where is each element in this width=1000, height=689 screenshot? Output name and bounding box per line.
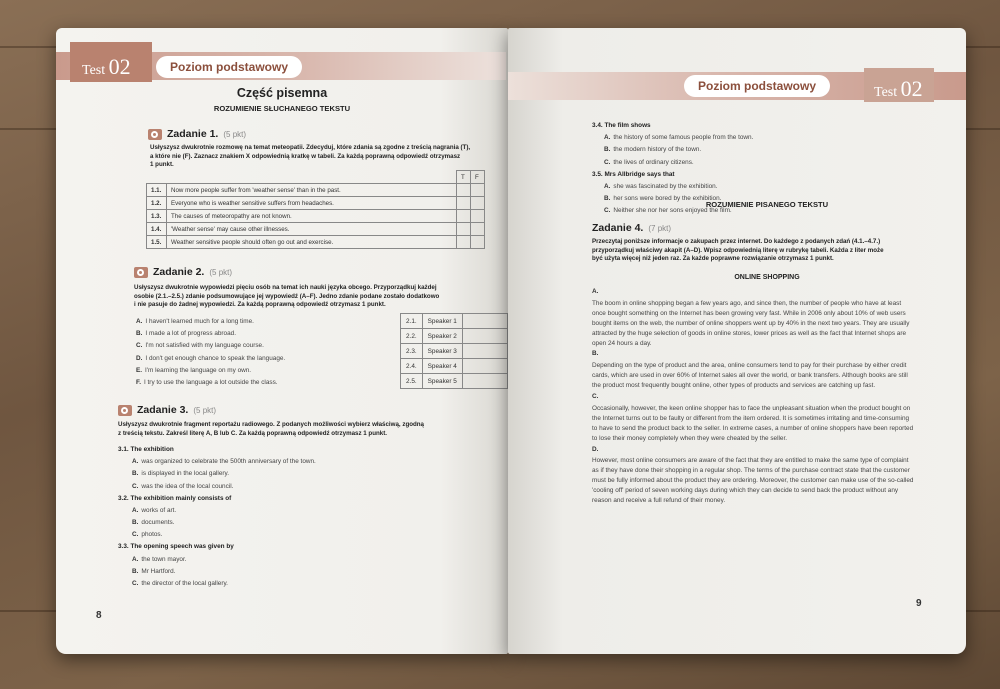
row-number: 2.4. xyxy=(401,359,423,374)
option-letter: C. xyxy=(132,579,139,587)
statement-text: The causes of meteoropathy are not known. xyxy=(167,210,457,223)
text-line: to lose their money completely when they were cheated by the seller. xyxy=(592,434,788,442)
option-text: I'm learning the language on my own. xyxy=(145,366,252,374)
speaker-label: Speaker 5 xyxy=(422,374,462,389)
option-text: photos. xyxy=(141,531,163,539)
task-1-instructions xyxy=(150,144,470,170)
table-row xyxy=(401,359,508,374)
speaker-label: Speaker 3 xyxy=(422,344,462,359)
option-letter: B. xyxy=(132,470,139,478)
text-line: as if they have done their shopping in a regular shop. The terms of the purchase contract state that the customer xyxy=(592,467,910,475)
list-item xyxy=(136,328,285,340)
option-letter: A. xyxy=(132,555,139,563)
instruction-line: przyporządkuj właściwy akapit (A–D). Wpisz odpowiednią literę w rubrykę tabeli. Każda z liter może xyxy=(592,246,884,254)
task-1-points: (5 pkt) xyxy=(223,129,247,139)
instruction-line: z treścią tekstu. Zakreśl literę A, B lub C. Za każdą poprawną odpowiedź otrzymasz 1 punkt. xyxy=(118,429,387,437)
page-number: 8 xyxy=(96,610,102,621)
answer-option[interactable] xyxy=(132,481,316,493)
text-line: the product most frequently bought online, other types of products and services are catching up fast. xyxy=(592,382,876,390)
option-text: I don't get enough chance to speak the language. xyxy=(145,354,286,362)
option-text: I'm not satisfied with my language course. xyxy=(145,342,264,350)
option-text: the history of some famous people from the town. xyxy=(613,134,754,142)
instruction-line: Usłyszysz dwukrotnie wypowiedzi pięciu osób na temat ich nauki języka obcego. Przyporządkuj każdej xyxy=(134,284,437,291)
table-corner xyxy=(167,171,457,184)
option-letter: A. xyxy=(604,134,611,142)
task-4-instructions xyxy=(592,238,884,264)
text-line: 'cooling off' period of seven working days during which they can decide to send back the product without any xyxy=(592,487,899,495)
answer-option[interactable] xyxy=(132,517,316,529)
row-number: 1.3. xyxy=(147,210,167,223)
statement-text: Everyone who is weather sensitive suffers from headaches. xyxy=(167,197,457,210)
option-text: is displayed in the local gallery. xyxy=(141,470,230,478)
table-row xyxy=(401,314,508,329)
statement-text: 'Weather sense' may cause other illnesses. xyxy=(167,223,457,236)
answer-option[interactable] xyxy=(604,157,753,169)
option-letter: D. xyxy=(136,354,143,362)
question-number: 3.4. xyxy=(592,122,603,129)
page-number: 9 xyxy=(916,598,922,609)
paragraph-letter: A. xyxy=(592,288,599,295)
section-title: Część pisemna xyxy=(236,86,328,100)
task-2-points: (5 pkt) xyxy=(209,267,233,277)
true-checkbox[interactable] xyxy=(457,184,471,197)
column-true: T xyxy=(457,171,471,184)
table-row xyxy=(147,210,485,223)
task-icon xyxy=(148,129,162,140)
text-line: once bought something on the Internet has been growing very fast. While in 2006 only about 10% of web users xyxy=(592,309,906,317)
paragraph-letter: B. xyxy=(592,350,599,358)
list-item xyxy=(136,365,285,377)
text-line: must be fully informed about the product they are ordering. Moreover, the customer can make use of the so-called xyxy=(592,477,914,485)
answer-option[interactable] xyxy=(604,144,753,156)
option-letter: C. xyxy=(604,158,611,166)
task-1-heading xyxy=(148,128,246,140)
option-text: I made a lot of progress abroad. xyxy=(145,330,236,338)
test-tab xyxy=(70,42,152,82)
row-number: 1.4. xyxy=(147,223,167,236)
text-line: to have to send the product back to the seller. In extreme cases, a number of online shoppers have been reported xyxy=(592,424,914,432)
false-checkbox[interactable] xyxy=(471,197,485,210)
text-line: reason and receive a full refund of their money. xyxy=(592,497,726,504)
option-text: Mr Hartford. xyxy=(141,567,176,575)
question xyxy=(118,541,316,553)
option-text: she was fascinated by the exhibition. xyxy=(613,182,718,190)
option-letter: B. xyxy=(604,146,611,154)
option-text: Neither she nor her sons enjoyed the film. xyxy=(613,207,732,215)
task-icon xyxy=(118,405,132,416)
statement-text: Now more people suffer from 'weather sense' than in the past. xyxy=(167,184,457,197)
option-letter: A. xyxy=(132,458,139,466)
answer-option[interactable] xyxy=(604,132,753,144)
task-2-heading xyxy=(134,266,232,278)
section-subtitle: ROZUMIENIE SŁUCHANEGO TEKSTU xyxy=(213,104,351,113)
speaker-label: Speaker 4 xyxy=(422,359,462,374)
option-letter: A. xyxy=(136,318,143,325)
true-false-table xyxy=(146,170,485,249)
instruction-line: być użyta więcej niż jeden raz. Za każde poprawne rozwiązanie otrzymasz 1 punkt. xyxy=(592,255,834,263)
row-number: 2.1. xyxy=(401,314,423,329)
option-letter: B. xyxy=(604,195,611,203)
question-text: Mrs Allbridge says that xyxy=(604,170,675,178)
answer-option[interactable] xyxy=(132,554,316,566)
table-corner xyxy=(147,171,167,184)
task-3-points: (5 pkt) xyxy=(193,405,217,415)
task-icon xyxy=(134,267,148,278)
right-page xyxy=(508,28,966,654)
true-checkbox[interactable] xyxy=(457,197,471,210)
question xyxy=(118,493,316,505)
option-letter: C. xyxy=(604,207,611,215)
true-checkbox[interactable] xyxy=(457,210,471,223)
question-text: The opening speech was given by xyxy=(130,543,234,551)
list-item xyxy=(136,377,285,389)
option-text: the lives of ordinary citizens. xyxy=(613,158,694,166)
list-item xyxy=(136,316,285,328)
answer-cell[interactable] xyxy=(462,374,507,389)
option-text: I haven't learned much for a long time. xyxy=(145,318,254,325)
question-text: The exhibition xyxy=(130,446,174,453)
paragraph-letter: D. xyxy=(592,445,599,453)
task-4-title: Zadanie 4. xyxy=(592,222,644,234)
option-letter: F. xyxy=(136,378,141,386)
question-text: The film shows xyxy=(604,122,651,129)
option-text: works of art. xyxy=(141,506,177,514)
task-1-title: Zadanie 1. xyxy=(167,128,219,140)
answer-option[interactable] xyxy=(132,505,316,517)
test-tab xyxy=(864,68,934,102)
text-line: attracted by the huge selection of goods in online stores, lower prices as well as the fact that Internet shops are xyxy=(592,329,907,337)
text-line: cards, which are used in over 60% of Internet sales all over the world, or bank transfers. Although books are still xyxy=(592,372,908,380)
speaker-answer-table xyxy=(400,313,508,389)
row-number: 1.1. xyxy=(147,184,167,197)
column-false: F xyxy=(471,171,485,184)
question-number: 3.5. xyxy=(592,170,603,178)
answer-option[interactable] xyxy=(132,566,316,578)
task-2-title: Zadanie 2. xyxy=(153,266,205,278)
task-3-title: Zadanie 3. xyxy=(137,404,189,416)
answer-option[interactable] xyxy=(604,181,753,193)
option-text: the director of the local gallery. xyxy=(141,579,228,587)
text-line: the Internet turns out to be faulty or different from the item ordered. It is sometimes irritating and time-consuming xyxy=(592,414,910,422)
option-letter: A. xyxy=(604,182,611,190)
test-number: 02 xyxy=(108,54,131,79)
instruction-line: i nie pasuje do żadnej wypowiedzi. Za każdą poprawną odpowiedź otrzymasz 1 punkt. xyxy=(134,301,386,309)
text-line: Occasionally, however, the keen online shopper has to face the unpleasant situation when the product bought on xyxy=(592,404,911,412)
answer-option[interactable] xyxy=(132,578,316,590)
text-line: open 24 hours a day. xyxy=(592,339,652,347)
question-text: The exhibition mainly consists of xyxy=(130,494,232,502)
instruction-line: a które nie (F). Zaznacz znakiem X odpowiednią kratkę w tabeli. Za każdą poprawną odpowiedź otrzymasz xyxy=(150,152,461,160)
table-row xyxy=(147,236,485,249)
answer-cell[interactable] xyxy=(462,359,507,374)
option-text: the modern history of the town. xyxy=(613,146,702,154)
list-item xyxy=(136,340,285,352)
option-letter: C. xyxy=(132,482,139,490)
false-checkbox[interactable] xyxy=(471,184,485,197)
text-title: ONLINE SHOPPING xyxy=(734,274,800,281)
row-number: 2.3. xyxy=(401,344,423,359)
list-item xyxy=(136,353,285,365)
section-subtitle: ROZUMIENIE PISANEGO TEKSTU xyxy=(705,200,829,209)
task-2-instructions xyxy=(134,284,439,310)
true-checkbox[interactable] xyxy=(457,236,471,249)
text-line: However, most online consumers are aware of the fact that they are entitled to make the same type of complaint xyxy=(592,457,909,465)
text-line: Depending on the type of product and the area, online consumers tend to pay for their purchase by either credit xyxy=(592,362,907,370)
instruction-line: Usłyszysz dwukrotnie fragment reportażu radiowego. Z podanych możliwości wybierz właściwą, zgodną xyxy=(118,421,425,428)
row-number: 2.5. xyxy=(401,374,423,389)
false-checkbox[interactable] xyxy=(471,210,485,223)
answer-option[interactable] xyxy=(132,456,316,468)
option-letter: E. xyxy=(136,366,143,374)
option-text: documents. xyxy=(141,519,175,527)
answer-cell[interactable] xyxy=(462,344,507,359)
table-row xyxy=(147,223,485,236)
table-row xyxy=(147,184,485,197)
question-number: 3.1. xyxy=(118,446,129,453)
answer-option[interactable] xyxy=(132,468,316,480)
option-letter: B. xyxy=(136,330,143,338)
left-page xyxy=(56,28,508,654)
speaker-label: Speaker 1 xyxy=(422,314,462,329)
option-letter: C. xyxy=(132,531,139,539)
task-2-options xyxy=(136,316,285,389)
task-3-heading xyxy=(118,404,216,416)
task-3-questions xyxy=(118,444,316,590)
level-label: Poziom podstawowy xyxy=(156,56,302,78)
row-number: 1.5. xyxy=(147,236,167,249)
text-line: bought items on the web, the number of online shoppers went up by 40% in the next two years. They are usually xyxy=(592,319,910,327)
task-4-heading xyxy=(592,222,671,234)
instruction-line: osobie (2.1.–2.5.) zdanie podsumowujące jej wypowiedź (A–F). Jedno zdanie podane zostało dodatkowo xyxy=(134,292,440,300)
instruction-line: 1 punkt. xyxy=(150,161,174,169)
question xyxy=(592,169,753,181)
option-text: I try to use the language a lot outside the class. xyxy=(143,378,278,386)
option-text: the town mayor. xyxy=(141,555,187,563)
answer-option[interactable] xyxy=(132,529,316,541)
answer-cell[interactable] xyxy=(462,329,507,344)
option-text: her sons were bored by the exhibition. xyxy=(613,195,722,203)
question xyxy=(118,444,316,456)
instruction-line: Przeczytaj poniższe informacje o zakupach przez internet. Do każdego z podanych zdań (4.1.–4.7.) xyxy=(592,238,881,245)
speaker-label: Speaker 2 xyxy=(422,329,462,344)
false-checkbox[interactable] xyxy=(471,236,485,249)
false-checkbox[interactable] xyxy=(471,223,485,236)
open-workbook xyxy=(56,28,966,654)
statement-text: Weather sensitive people should often go out and exercise. xyxy=(167,236,457,249)
answer-cell[interactable] xyxy=(462,314,507,329)
table-row xyxy=(147,197,485,210)
row-number: 2.2. xyxy=(401,329,423,344)
level-label: Poziom podstawowy xyxy=(684,75,830,97)
question-number: 3.2. xyxy=(118,494,129,502)
option-text: was the idea of the local council. xyxy=(141,482,234,490)
test-label: Test xyxy=(874,85,898,100)
task-3-instructions xyxy=(118,421,424,438)
true-checkbox[interactable] xyxy=(457,223,471,236)
paragraph-letter: C. xyxy=(592,393,599,400)
option-text: was organized to celebrate the 500th anniversary of the town. xyxy=(141,458,316,466)
reading-text xyxy=(592,286,913,506)
table-row xyxy=(401,374,508,389)
table-row xyxy=(401,329,508,344)
table-row xyxy=(401,344,508,359)
option-letter: B. xyxy=(132,567,139,575)
task-4-points: (7 pkt) xyxy=(648,223,672,233)
test-number: 02 xyxy=(900,76,923,101)
option-letter: C. xyxy=(136,342,143,350)
test-label: Test xyxy=(82,63,106,78)
instruction-line: Usłyszysz dwukrotnie rozmowę na temat meteopatii. Zdecyduj, które zdania są zgodne z treścią nagrania (T), xyxy=(150,144,471,151)
row-number: 1.2. xyxy=(147,197,167,210)
text-line: The boom in online shopping began a few years ago, and since then, the number of people who have at least xyxy=(592,299,902,307)
option-letter: B. xyxy=(132,519,139,527)
question-number: 3.3. xyxy=(118,543,129,551)
question xyxy=(592,120,753,132)
option-letter: A. xyxy=(132,506,139,514)
